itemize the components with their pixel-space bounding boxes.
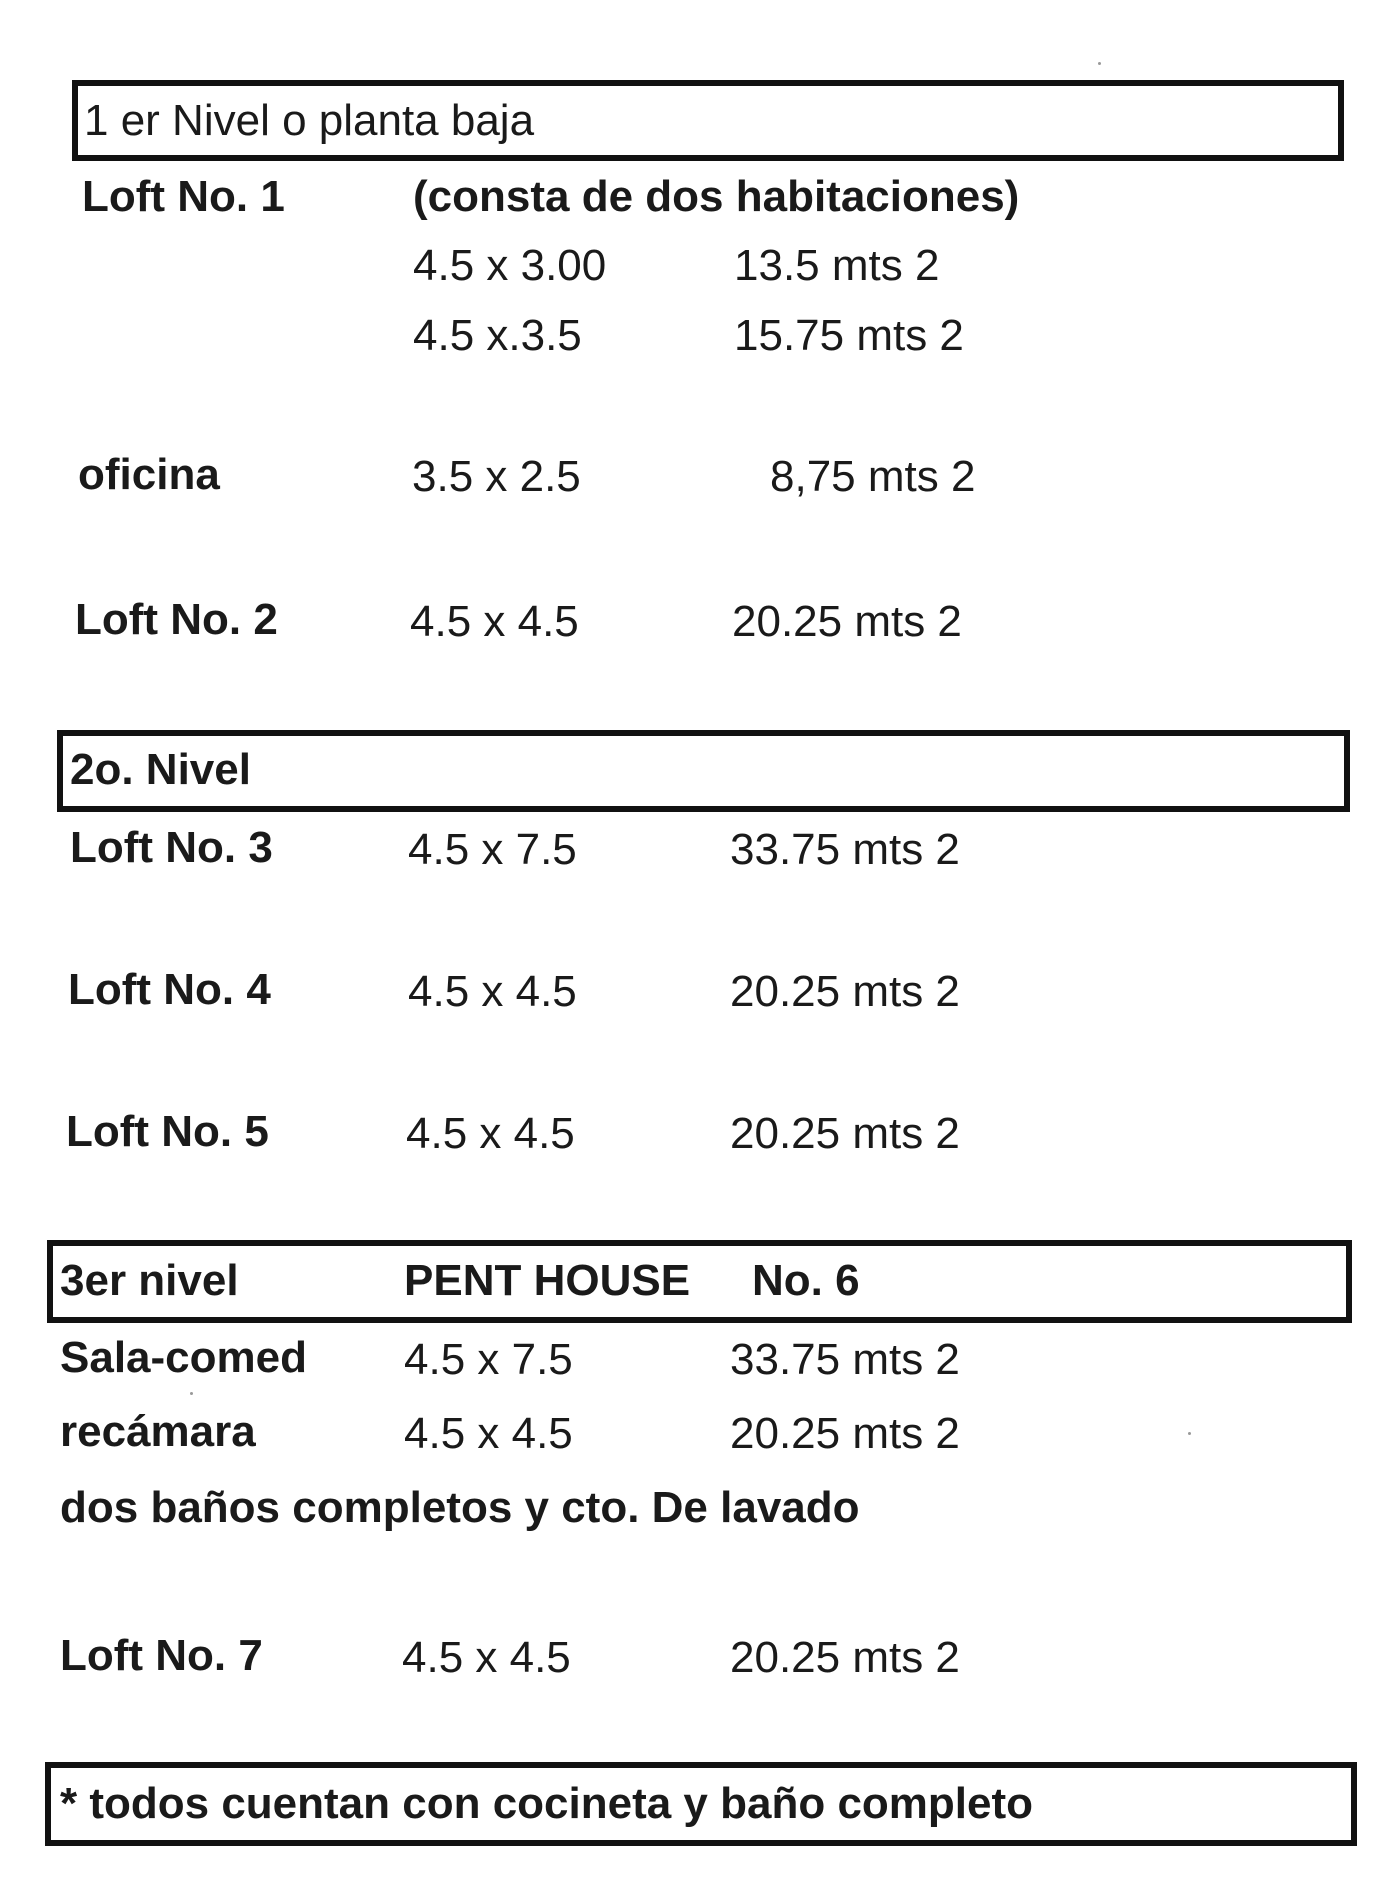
loft7-dims: 4.5 x 4.5 xyxy=(402,1633,571,1682)
loft7-label: Loft No. 7 xyxy=(60,1631,263,1680)
loft4-label: Loft No. 4 xyxy=(68,965,271,1014)
loft1-room2-area: 15.75 mts 2 xyxy=(734,311,964,360)
loft3-dims: 4.5 x 7.5 xyxy=(408,825,577,874)
level1-header: 1 er Nivel o planta baja xyxy=(84,96,535,145)
level3-header: 3er nivel xyxy=(60,1256,239,1305)
loft1-label: Loft No. 1 xyxy=(82,172,285,221)
loft2-dims: 4.5 x 4.5 xyxy=(410,597,579,646)
loft2-area: 20.25 mts 2 xyxy=(732,597,962,646)
living-dining-dims: 4.5 x 7.5 xyxy=(404,1335,573,1384)
footnote: * todos cuentan con cocineta y baño completo xyxy=(60,1779,1034,1828)
bedroom-dims: 4.5 x 4.5 xyxy=(404,1409,573,1458)
living-dining-label: Sala-comed xyxy=(60,1333,307,1382)
office-dims: 3.5 x 2.5 xyxy=(412,452,581,501)
loft7-area: 20.25 mts 2 xyxy=(730,1633,960,1682)
bedroom-area: 20.25 mts 2 xyxy=(730,1409,960,1458)
level3-extras: dos baños completos y cto. De lavado xyxy=(60,1483,860,1532)
scan-speck xyxy=(190,1392,193,1395)
penthouse-label: PENT HOUSE xyxy=(404,1256,691,1305)
loft1-room1-area: 13.5 mts 2 xyxy=(734,241,940,290)
loft5-label: Loft No. 5 xyxy=(66,1107,269,1156)
loft4-dims: 4.5 x 4.5 xyxy=(408,967,577,1016)
loft1-room1-dims: 4.5 x 3.00 xyxy=(413,241,607,290)
office-area: 8,75 mts 2 xyxy=(770,452,976,501)
living-dining-area: 33.75 mts 2 xyxy=(730,1335,960,1384)
scan-speck xyxy=(1098,62,1101,65)
loft5-area: 20.25 mts 2 xyxy=(730,1109,960,1158)
loft5-dims: 4.5 x 4.5 xyxy=(406,1109,575,1158)
scan-speck xyxy=(1188,1432,1191,1435)
penthouse-number: No. 6 xyxy=(752,1256,860,1305)
loft2-label: Loft No. 2 xyxy=(75,595,278,644)
loft1-room2-dims: 4.5 x.3.5 xyxy=(413,311,582,360)
bedroom-label: recámara xyxy=(60,1407,256,1456)
loft3-area: 33.75 mts 2 xyxy=(730,825,960,874)
loft1-note: (consta de dos habitaciones) xyxy=(413,172,1020,221)
loft3-label: Loft No. 3 xyxy=(70,823,273,872)
loft4-area: 20.25 mts 2 xyxy=(730,967,960,1016)
level3-header-box xyxy=(47,1240,1352,1323)
level2-header: 2o. Nivel xyxy=(70,745,251,794)
office-label: oficina xyxy=(78,450,220,499)
